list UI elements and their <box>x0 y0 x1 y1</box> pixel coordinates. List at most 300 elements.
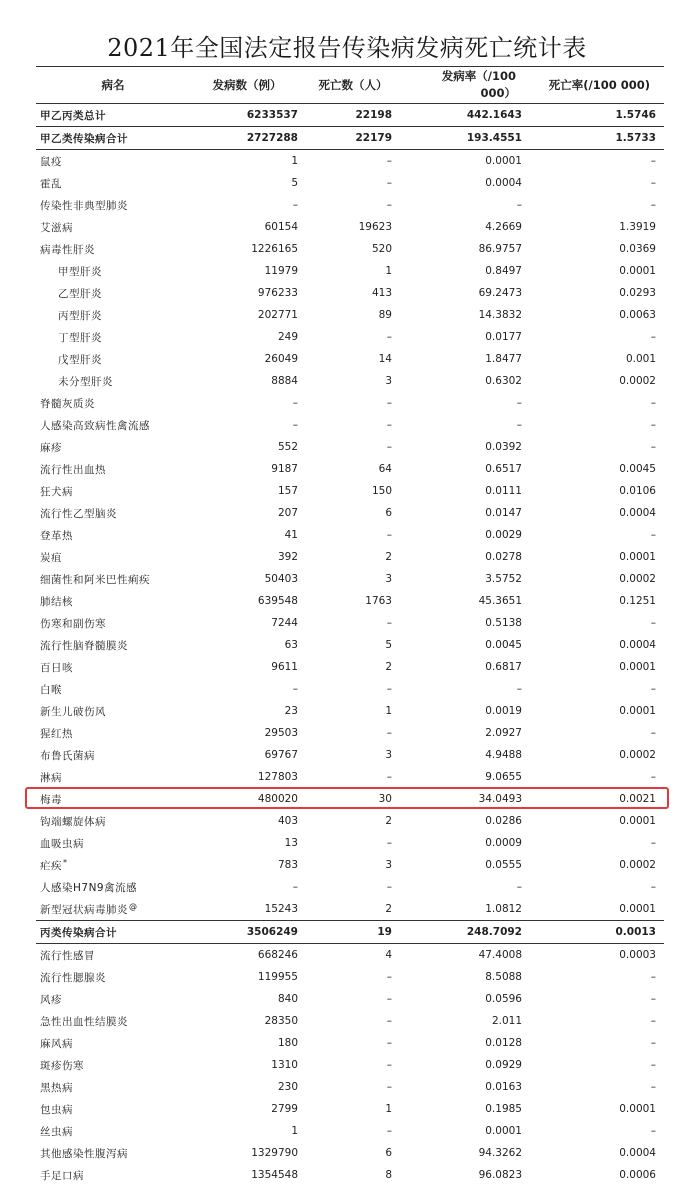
cases-cell-text: 480020 <box>257 793 298 805</box>
disease-name-cell-text: 人感染H7N9禽流感 <box>40 881 138 894</box>
deaths-cell-text: 4 <box>385 949 392 961</box>
deaths-cell-text: – <box>386 617 392 629</box>
disease-name-cell <box>36 414 190 436</box>
cases-cell-text: 15243 <box>264 903 298 915</box>
mortality-cell <box>530 634 664 656</box>
mortality-cell <box>530 216 664 238</box>
incidence-cell <box>402 436 530 458</box>
table-row <box>36 810 664 832</box>
mortality-cell <box>530 436 664 458</box>
disease-name-cell-text: 传染性非典型肺炎 <box>40 199 128 212</box>
cases-cell-text: 13 <box>284 837 298 849</box>
mortality-cell <box>530 414 664 436</box>
incidence-cell-text: 193.4551 <box>466 132 522 144</box>
disease-name-cell-text: 斑疹伤寒 <box>40 1059 84 1072</box>
deaths-cell <box>304 1032 402 1054</box>
cases-cell-text: 41 <box>284 529 298 541</box>
deaths-cell <box>304 1098 402 1120</box>
incidence-cell-text: 0.0019 <box>485 705 522 717</box>
deaths-cell-text: 150 <box>371 485 392 497</box>
disease-name-cell-text: 钩端螺旋体病 <box>40 815 106 828</box>
disease-name-cell-text: 猩红热 <box>40 727 73 740</box>
mortality-cell <box>530 104 664 127</box>
disease-name-cell-text: 血吸虫病 <box>40 837 84 850</box>
disease-name-cell <box>36 1076 190 1098</box>
deaths-cell <box>304 678 402 700</box>
incidence-cell <box>402 1010 530 1032</box>
mortality-cell-text: 0.0293 <box>619 287 656 299</box>
deaths-cell <box>304 150 402 173</box>
table-row <box>36 898 664 921</box>
incidence-cell <box>402 172 530 194</box>
table-row <box>36 104 664 127</box>
incidence-cell <box>402 104 530 127</box>
incidence-cell-text: – <box>516 199 522 211</box>
incidence-cell <box>402 260 530 282</box>
table-row <box>36 392 664 414</box>
deaths-cell <box>304 1142 402 1164</box>
incidence-cell-text: 8.5088 <box>485 971 522 983</box>
cases-cell-text: 29503 <box>264 727 298 739</box>
deaths-cell <box>304 127 402 150</box>
disease-name-cell <box>36 788 190 810</box>
deaths-cell <box>304 921 402 944</box>
deaths-cell-text: – <box>386 529 392 541</box>
incidence-cell-text: 45.3651 <box>478 595 522 607</box>
mortality-cell <box>530 612 664 634</box>
incidence-cell-text: 0.0128 <box>485 1037 522 1049</box>
incidence-cell-text: 86.9757 <box>478 243 522 255</box>
mortality-cell-text: 0.001 <box>625 353 656 365</box>
disease-name-cell-text: 乙型肝炎 <box>58 287 102 300</box>
disease-name-cell-text: 麻风病 <box>40 1037 73 1050</box>
cases-cell <box>190 1054 304 1076</box>
deaths-cell-text: – <box>386 971 392 983</box>
mortality-cell-text: 0.0004 <box>619 507 656 519</box>
incidence-cell-text: 0.0929 <box>485 1059 522 1071</box>
table-row <box>36 988 664 1010</box>
deaths-cell-text: – <box>386 199 392 211</box>
incidence-cell <box>402 568 530 590</box>
disease-name-cell-text: 手足口病 <box>40 1169 84 1182</box>
deaths-cell <box>304 988 402 1010</box>
disease-name-cell <box>36 348 190 370</box>
disease-name-cell <box>36 988 190 1010</box>
cases-cell-text: 249 <box>277 331 298 343</box>
cases-cell-text: 976233 <box>257 287 298 299</box>
cases-cell <box>190 348 304 370</box>
table-row <box>36 1142 664 1164</box>
disease-name-cell-text: 炭疽 <box>40 551 62 564</box>
deaths-cell <box>304 966 402 988</box>
disease-name-cell-text: 病毒性肝炎 <box>40 243 95 256</box>
table-row <box>36 524 664 546</box>
cases-cell <box>190 436 304 458</box>
disease-name-cell <box>36 678 190 700</box>
cases-cell <box>190 722 304 744</box>
mortality-cell <box>530 988 664 1010</box>
incidence-cell-text: 1.8477 <box>485 353 522 365</box>
deaths-cell <box>304 1010 402 1032</box>
incidence-cell-text: 96.0823 <box>478 1169 522 1181</box>
disease-statistics-table <box>36 66 664 1186</box>
deaths-cell <box>304 700 402 722</box>
disease-name-cell-text: 流行性感冒 <box>40 949 95 962</box>
mortality-cell <box>530 304 664 326</box>
deaths-cell <box>304 304 402 326</box>
cases-cell-text: 2727288 <box>246 132 298 144</box>
deaths-cell-text: 1 <box>385 265 392 277</box>
incidence-cell-text: 0.6302 <box>485 375 522 387</box>
incidence-cell <box>402 744 530 766</box>
table-row <box>36 788 664 810</box>
cases-cell <box>190 172 304 194</box>
incidence-cell <box>402 1142 530 1164</box>
cases-cell-text: 668246 <box>257 949 298 961</box>
deaths-cell-text: 3 <box>385 573 392 585</box>
incidence-cell-text: 0.0004 <box>485 177 522 189</box>
mortality-cell <box>530 370 664 392</box>
table-row <box>36 304 664 326</box>
cases-cell-text: 9611 <box>271 661 298 673</box>
incidence-cell-text: 0.0555 <box>485 859 522 871</box>
incidence-cell-text: – <box>516 397 522 409</box>
disease-name-cell <box>36 326 190 348</box>
cases-cell-text: 6233537 <box>246 109 298 121</box>
disease-name-cell <box>36 172 190 194</box>
cases-cell-text: 1226165 <box>251 243 298 255</box>
disease-name-cell-text: 急性出血性结膜炎 <box>40 1015 128 1028</box>
disease-name-cell <box>36 944 190 967</box>
mortality-cell-text: 0.0045 <box>619 463 656 475</box>
incidence-cell-text: 0.0278 <box>485 551 522 563</box>
deaths-cell-text: 1763 <box>365 595 392 607</box>
table-row <box>36 921 664 944</box>
table-row <box>36 766 664 788</box>
incidence-cell-text: 34.0493 <box>478 793 522 805</box>
mortality-cell <box>530 326 664 348</box>
disease-name-cell <box>36 238 190 260</box>
deaths-cell-text: 3 <box>385 749 392 761</box>
disease-name-cell-text: 细菌性和阿米巴性痢疾 <box>40 573 150 586</box>
disease-name-cell-text: 风疹 <box>40 993 62 1006</box>
incidence-cell-text: 14.3832 <box>478 309 522 321</box>
cases-cell <box>190 238 304 260</box>
deaths-cell-text: – <box>386 881 392 893</box>
mortality-cell <box>530 502 664 524</box>
mortality-cell-text: 0.0001 <box>619 661 656 673</box>
deaths-cell-text: 1 <box>385 1103 392 1115</box>
cases-cell <box>190 1076 304 1098</box>
disease-name-cell <box>36 1142 190 1164</box>
incidence-cell-text: 69.2473 <box>478 287 522 299</box>
mortality-cell-text: – <box>650 155 656 167</box>
table-row <box>36 1098 664 1120</box>
deaths-cell <box>304 788 402 810</box>
cases-cell <box>190 480 304 502</box>
table-row <box>36 590 664 612</box>
cases-cell-text: 1 <box>291 155 298 167</box>
incidence-cell-text: 0.0029 <box>485 529 522 541</box>
mortality-cell-text: – <box>650 1015 656 1027</box>
incidence-cell <box>402 832 530 854</box>
table-row <box>36 966 664 988</box>
disease-name-cell <box>36 744 190 766</box>
cases-cell <box>190 1164 304 1186</box>
mortality-cell-text: 0.0001 <box>619 815 656 827</box>
disease-name-cell-text: 未分型肝炎 <box>58 375 113 388</box>
deaths-cell <box>304 854 402 876</box>
table-row <box>36 568 664 590</box>
mortality-cell-text: – <box>650 881 656 893</box>
header-incidence-line1: 发病率（/100 <box>441 69 516 83</box>
deaths-cell-text: 3 <box>385 859 392 871</box>
deaths-cell <box>304 458 402 480</box>
disease-name-cell <box>36 854 190 876</box>
disease-name-cell <box>36 832 190 854</box>
cases-cell-text: 639548 <box>257 595 298 607</box>
incidence-cell <box>402 480 530 502</box>
incidence-cell <box>402 348 530 370</box>
table-row <box>36 348 664 370</box>
mortality-cell-text: – <box>650 529 656 541</box>
incidence-cell-text: 0.0163 <box>485 1081 522 1093</box>
cases-cell <box>190 194 304 216</box>
deaths-cell-text: 2 <box>385 661 392 673</box>
cases-cell <box>190 326 304 348</box>
mortality-cell-text: 0.0004 <box>619 639 656 651</box>
deaths-cell-text: 6 <box>385 507 392 519</box>
deaths-cell-text: 520 <box>371 243 392 255</box>
incidence-cell <box>402 944 530 967</box>
mortality-cell <box>530 458 664 480</box>
disease-name-cell-text: 其他感染性腹泻病 <box>40 1147 128 1160</box>
table-row <box>36 458 664 480</box>
mortality-cell-text: 0.0002 <box>619 749 656 761</box>
mortality-cell <box>530 172 664 194</box>
incidence-cell-text: 4.2669 <box>485 221 522 233</box>
deaths-cell <box>304 546 402 568</box>
cases-cell <box>190 744 304 766</box>
cases-cell-text: 202771 <box>257 309 298 321</box>
deaths-cell-text: 2 <box>385 903 392 915</box>
mortality-cell-text: – <box>650 1125 656 1137</box>
disease-name-cell <box>36 502 190 524</box>
mortality-cell-text: 0.0106 <box>619 485 656 497</box>
incidence-cell-text: 0.6817 <box>485 661 522 673</box>
deaths-cell-text: – <box>386 441 392 453</box>
mortality-cell-text: 0.0013 <box>615 926 656 938</box>
incidence-cell <box>402 854 530 876</box>
cases-cell <box>190 127 304 150</box>
deaths-cell-text: 1 <box>385 705 392 717</box>
mortality-cell-text: – <box>650 177 656 189</box>
incidence-cell-text: – <box>516 419 522 431</box>
incidence-cell <box>402 722 530 744</box>
deaths-cell <box>304 832 402 854</box>
cases-cell-text: 207 <box>277 507 298 519</box>
mortality-cell-text: 0.0369 <box>619 243 656 255</box>
deaths-cell-text: – <box>386 419 392 431</box>
disease-name-cell <box>36 656 190 678</box>
disease-name-cell <box>36 546 190 568</box>
cases-cell <box>190 524 304 546</box>
cases-cell <box>190 854 304 876</box>
footnote-mark: * <box>63 857 68 867</box>
disease-name-cell <box>36 194 190 216</box>
deaths-cell <box>304 722 402 744</box>
disease-name-cell-text: 黑热病 <box>40 1081 73 1094</box>
cases-cell <box>190 282 304 304</box>
disease-name-cell-text: 戊型肝炎 <box>58 353 102 366</box>
deaths-cell <box>304 326 402 348</box>
cases-cell <box>190 678 304 700</box>
deaths-cell-text: – <box>386 1081 392 1093</box>
mortality-cell <box>530 678 664 700</box>
incidence-cell <box>402 370 530 392</box>
incidence-cell-text: – <box>516 881 522 893</box>
mortality-cell-text: 1.5733 <box>615 132 656 144</box>
table-row <box>36 634 664 656</box>
deaths-cell <box>304 944 402 967</box>
deaths-cell-text: 19623 <box>358 221 392 233</box>
cases-cell <box>190 150 304 173</box>
mortality-cell-text: – <box>650 727 656 739</box>
cases-cell <box>190 810 304 832</box>
deaths-cell <box>304 898 402 921</box>
table-row <box>36 612 664 634</box>
cases-cell <box>190 1098 304 1120</box>
disease-name-cell <box>36 1010 190 1032</box>
incidence-cell-text: 0.5138 <box>485 617 522 629</box>
disease-name-cell <box>36 436 190 458</box>
incidence-cell <box>402 326 530 348</box>
disease-name-cell-text: 狂犬病 <box>40 485 73 498</box>
incidence-cell-text: 248.7092 <box>466 926 522 938</box>
disease-name-cell <box>36 590 190 612</box>
deaths-cell-text: 19 <box>377 926 392 938</box>
mortality-cell-text: 0.0002 <box>619 573 656 585</box>
incidence-cell-text: 2.011 <box>491 1015 522 1027</box>
disease-name-cell-text: 登革热 <box>40 529 73 542</box>
mortality-cell <box>530 546 664 568</box>
disease-name-cell <box>36 1054 190 1076</box>
deaths-cell-text: 3 <box>385 375 392 387</box>
disease-name-cell-text: 丁型肝炎 <box>58 331 102 344</box>
incidence-cell <box>402 1076 530 1098</box>
disease-name-cell <box>36 104 190 127</box>
table-row <box>36 546 664 568</box>
deaths-cell-text: – <box>386 1015 392 1027</box>
disease-name-cell <box>36 921 190 944</box>
cases-cell-text: 1329790 <box>251 1147 298 1159</box>
cases-cell <box>190 216 304 238</box>
table-row <box>36 678 664 700</box>
deaths-cell-text: 413 <box>371 287 392 299</box>
incidence-cell <box>402 634 530 656</box>
incidence-cell-text: 0.0286 <box>485 815 522 827</box>
disease-name-cell <box>36 876 190 898</box>
incidence-cell <box>402 458 530 480</box>
mortality-cell <box>530 524 664 546</box>
table-title: 2021年全国法定报告传染病发病死亡统计表 <box>107 34 587 62</box>
cases-cell-text: – <box>292 881 298 893</box>
deaths-cell-text: – <box>386 727 392 739</box>
incidence-cell <box>402 988 530 1010</box>
disease-name-cell-text: 甲乙类传染病合计 <box>40 132 128 145</box>
disease-name-cell <box>36 810 190 832</box>
cases-cell <box>190 1120 304 1142</box>
cases-cell-text: 180 <box>277 1037 298 1049</box>
deaths-cell-text: – <box>386 177 392 189</box>
disease-name-cell <box>36 634 190 656</box>
incidence-cell-text: 0.0001 <box>485 1125 522 1137</box>
incidence-cell <box>402 1120 530 1142</box>
incidence-cell <box>402 788 530 810</box>
incidence-cell <box>402 966 530 988</box>
table-row <box>36 238 664 260</box>
mortality-cell-text: 0.1251 <box>619 595 656 607</box>
deaths-cell <box>304 524 402 546</box>
disease-name-cell <box>36 458 190 480</box>
table-row <box>36 326 664 348</box>
table-row <box>36 436 664 458</box>
deaths-cell-text: 22198 <box>355 109 392 121</box>
deaths-cell-text: – <box>386 993 392 1005</box>
incidence-cell-text: 0.0392 <box>485 441 522 453</box>
disease-name-cell <box>36 392 190 414</box>
header-disease-name: 病名 <box>36 67 190 104</box>
header-cases: 发病数（例） <box>190 67 304 104</box>
mortality-cell-text: – <box>650 1037 656 1049</box>
cases-cell <box>190 304 304 326</box>
disease-name-cell-text: 流行性脑脊髓膜炎 <box>40 639 128 652</box>
disease-name-cell <box>36 1164 190 1186</box>
mortality-cell-text: – <box>650 1081 656 1093</box>
mortality-cell <box>530 348 664 370</box>
incidence-cell <box>402 127 530 150</box>
mortality-cell <box>530 944 664 967</box>
cases-cell <box>190 656 304 678</box>
mortality-cell <box>530 1010 664 1032</box>
table-row <box>36 1164 664 1186</box>
cases-cell <box>190 634 304 656</box>
deaths-cell-text: – <box>386 1059 392 1071</box>
table-row <box>36 1054 664 1076</box>
disease-name-cell-text: 新生儿破伤风 <box>40 705 106 718</box>
mortality-cell-text: – <box>650 617 656 629</box>
mortality-cell <box>530 898 664 921</box>
mortality-cell-text: – <box>650 419 656 431</box>
table-row <box>36 127 664 150</box>
disease-name-cell <box>36 612 190 634</box>
cases-cell-text: – <box>292 683 298 695</box>
incidence-cell <box>402 876 530 898</box>
mortality-cell-text: 0.0006 <box>619 1169 656 1181</box>
disease-name-cell <box>36 480 190 502</box>
footnote-mark: @ <box>129 901 138 911</box>
cases-cell-text: 3506249 <box>246 926 298 938</box>
incidence-cell <box>402 898 530 921</box>
mortality-cell-text: 0.0004 <box>619 1147 656 1159</box>
cases-cell-text: 157 <box>277 485 298 497</box>
incidence-cell <box>402 656 530 678</box>
cases-cell-text: – <box>292 199 298 211</box>
deaths-cell-text: – <box>386 771 392 783</box>
mortality-cell <box>530 127 664 150</box>
deaths-cell <box>304 436 402 458</box>
disease-name-cell <box>36 216 190 238</box>
